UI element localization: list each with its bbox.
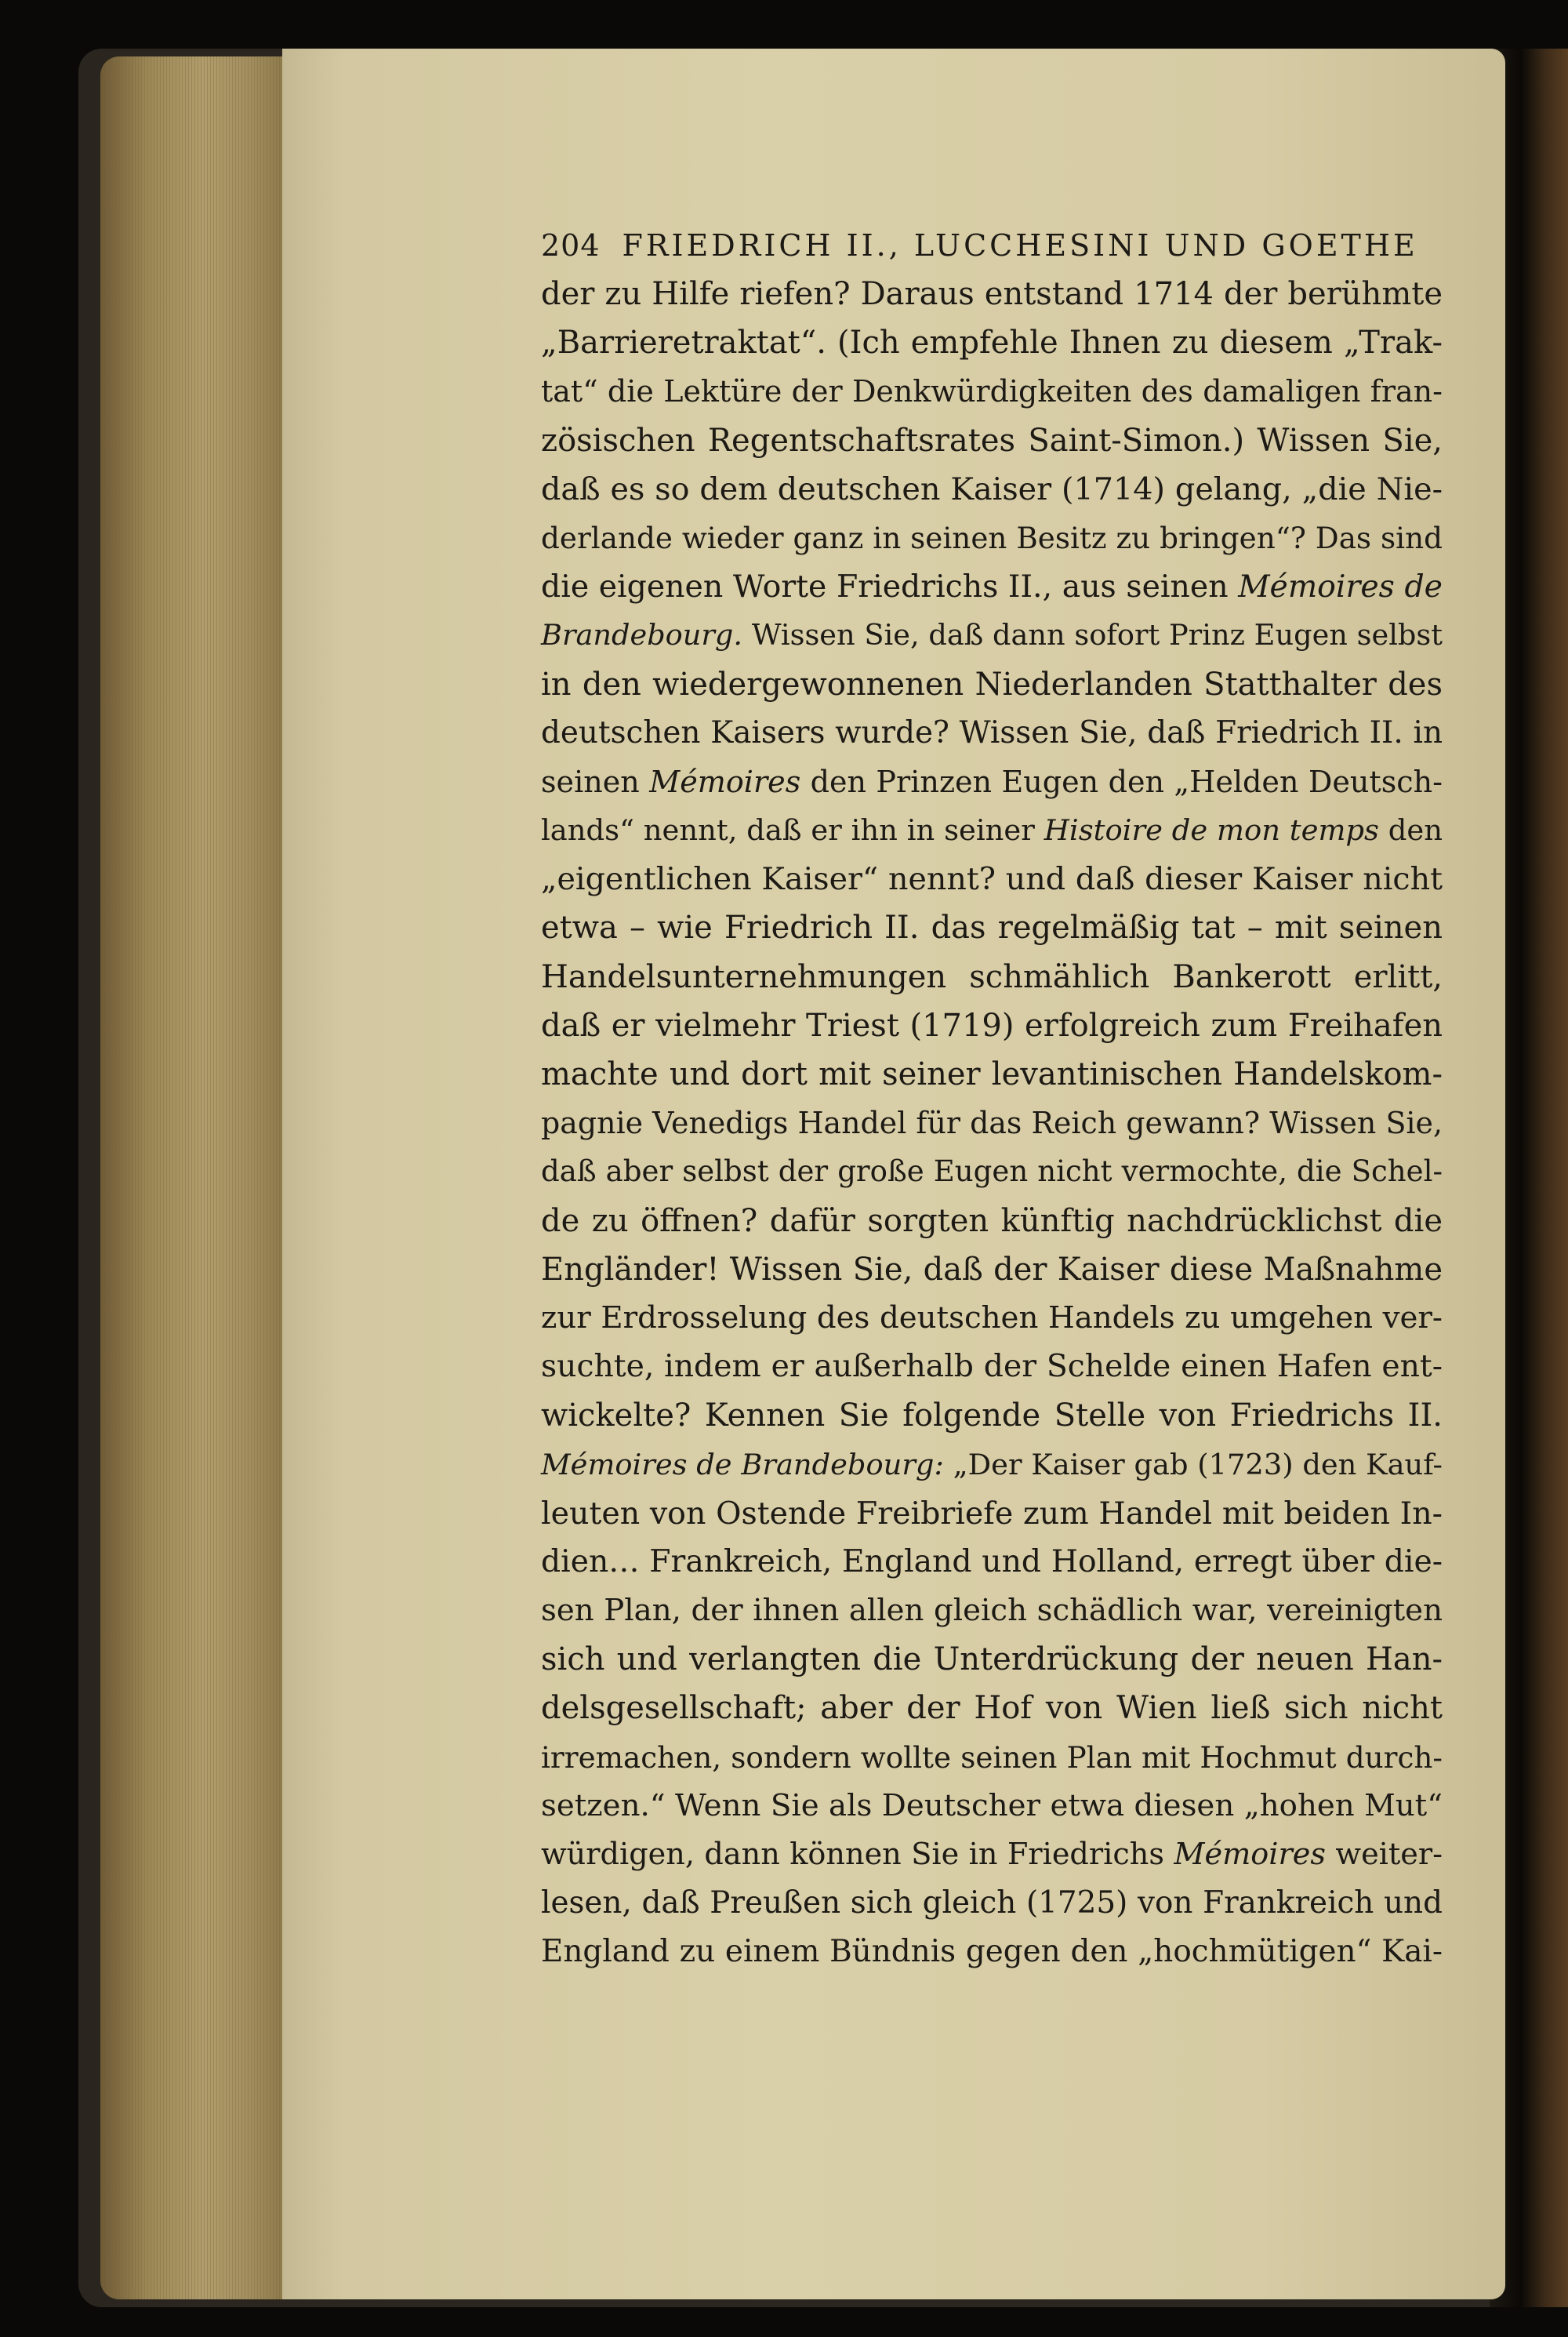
running-head	[541, 221, 1443, 270]
text-line	[541, 514, 1443, 562]
text-run: daß er vielmehr Triest (1719) erfolgreich zum Freihafen	[541, 1007, 1443, 1044]
text-line	[541, 1684, 1443, 1732]
text-line	[541, 1001, 1443, 1050]
text-line	[541, 1489, 1443, 1538]
italic-title: Histoire de mon temps	[1044, 813, 1379, 848]
text-run: lesen, daß Preußen sich gleich (1725) von Frankreich und	[541, 1885, 1443, 1921]
italic-title: Mémoires	[1174, 1837, 1326, 1872]
italic-title: Brandebourg.	[541, 618, 743, 652]
text-line	[541, 416, 1443, 465]
text-line	[541, 903, 1443, 952]
text-run: setzen.“ Wenn Sie als Deutscher etwa diesen „hohen Mut“	[541, 1787, 1443, 1823]
text-line	[541, 855, 1443, 903]
text-run: daß aber selbst der große Eugen nicht vermochte, die Schel-	[541, 1154, 1443, 1189]
text-run: derlande wieder ganz in seinen Besitz zu bringen“? Das sind	[541, 520, 1443, 555]
text-run: leuten von Ostende Freibriefe zum Handel mit beiden In-	[541, 1495, 1443, 1532]
text-run: den Prinzen Eugen den „Helden Deutsch-	[800, 764, 1443, 799]
text-run: sich und verlangten die Unterdrückung der neuen Han-	[541, 1641, 1443, 1678]
text-line	[541, 1147, 1443, 1196]
text-line	[541, 1050, 1443, 1099]
text-line	[541, 1245, 1443, 1294]
text-run: „Der Kaiser gab (1723) den Kauf-	[943, 1447, 1443, 1481]
text-line	[541, 1197, 1443, 1245]
text-run: etwa – wie Friedrich II. das regelmäßig tat – mit seinen	[541, 910, 1443, 947]
text-run: würdigen, dann können Sie in Friedrichs	[541, 1837, 1174, 1872]
text-run: daß es so dem deutschen Kaiser (1714) gelang, „die Nie-	[541, 471, 1443, 507]
italic-title: Mémoires de Brandebourg:	[541, 1447, 944, 1481]
text-line	[541, 1830, 1443, 1879]
text-line	[541, 1928, 1443, 1976]
text-run: irremachen, sondern wollte seinen Plan mit Hochmut durch-	[541, 1739, 1443, 1775]
italic-title: Mémoires de	[1238, 569, 1443, 605]
text-run: zur Erdrosselung des deutschen Handels zu umgehen ver-	[541, 1299, 1443, 1336]
text-line	[541, 318, 1443, 367]
text-run: deutschen Kaisers wurde? Wissen Sie, daß Friedrich II. in	[541, 714, 1443, 751]
text-line	[541, 1099, 1443, 1147]
text-line	[541, 1586, 1443, 1635]
text-line	[541, 1782, 1443, 1830]
text-run: tat“ die Lektüre der Denkwürdigkeiten des damaligen fran-	[541, 374, 1443, 409]
text-line	[541, 1441, 1443, 1489]
page-text-block	[541, 221, 1443, 1977]
text-line	[541, 562, 1443, 611]
text-line	[541, 465, 1443, 514]
text-line	[541, 953, 1443, 1001]
text-run: machte und dort mit seiner levantinischen Handelskom-	[541, 1056, 1443, 1092]
text-run: suchte, indem er außerhalb der Schelde einen Hafen ent-	[541, 1349, 1443, 1385]
page-number: 204	[541, 228, 601, 263]
text-line	[541, 1879, 1443, 1928]
page-edges	[100, 56, 289, 2299]
text-line	[541, 1733, 1443, 1782]
text-run: „eigentlichen Kaiser“ nennt? und daß dieser Kaiser nicht	[541, 861, 1443, 898]
text-line	[541, 660, 1443, 709]
text-line	[541, 1343, 1443, 1391]
text-run: de zu öffnen? dafür sorgten künftig nachdrücklichst die	[541, 1202, 1443, 1239]
text-run: pagnie Venedigs Handel für das Reich gewann? Wissen Sie,	[541, 1106, 1443, 1141]
text-line	[541, 367, 1443, 416]
text-run: weiter-	[1325, 1837, 1443, 1872]
italic-title: Mémoires	[649, 764, 801, 799]
body-text	[541, 270, 1443, 1977]
text-run: lands“ nennt, daß er ihn in seiner	[541, 813, 1044, 848]
text-line	[541, 611, 1443, 660]
text-line	[541, 1635, 1443, 1684]
text-line	[541, 270, 1443, 318]
text-run: zösischen Regentschaftsrates Saint-Simon.) Wissen Sie,	[541, 422, 1443, 459]
text-run: der zu Hilfe riefen? Daraus entstand 1714 der berühmte	[541, 276, 1443, 312]
text-line	[541, 1538, 1443, 1586]
text-line	[541, 806, 1443, 855]
text-run: Wissen Sie, daß dann sofort Prinz Eugen selbst	[742, 618, 1443, 652]
text-run: sen Plan, der ihnen allen gleich schädlich war, vereinigten	[541, 1593, 1443, 1629]
text-line	[541, 758, 1443, 806]
text-line	[541, 1391, 1443, 1440]
text-run: Engländer! Wissen Sie, daß der Kaiser diese Maßnahme	[541, 1251, 1443, 1288]
text-run: Handelsunternehmungen schmählich Bankerott erlitt,	[541, 958, 1443, 995]
text-run: England zu einem Bündnis gegen den „hochmütigen“ Kai-	[541, 1934, 1443, 1970]
text-run: delsgesellschaft; aber der Hof von Wien ließ sich nicht	[541, 1690, 1443, 1727]
text-run: „Barrieretraktat“. (Ich empfehle Ihnen zu diesem „Trak-	[541, 325, 1443, 362]
text-line	[541, 1294, 1443, 1343]
text-run: in den wiedergewonnenen Niederlanden Statthalter des	[541, 666, 1443, 703]
text-run: den	[1378, 813, 1443, 848]
text-line	[541, 709, 1443, 758]
text-run: dien… Frankreich, England und Holland, erregt über die-	[541, 1543, 1443, 1579]
text-run: seinen	[541, 764, 650, 799]
running-head-title: FRIEDRICH II., LUCCHESINI UND GOETHE	[622, 228, 1418, 263]
text-run: wickelte? Kennen Sie folgende Stelle von Friedrichs II.	[541, 1397, 1443, 1434]
text-run: die eigenen Worte Friedrichs II., aus seinen	[541, 569, 1239, 605]
